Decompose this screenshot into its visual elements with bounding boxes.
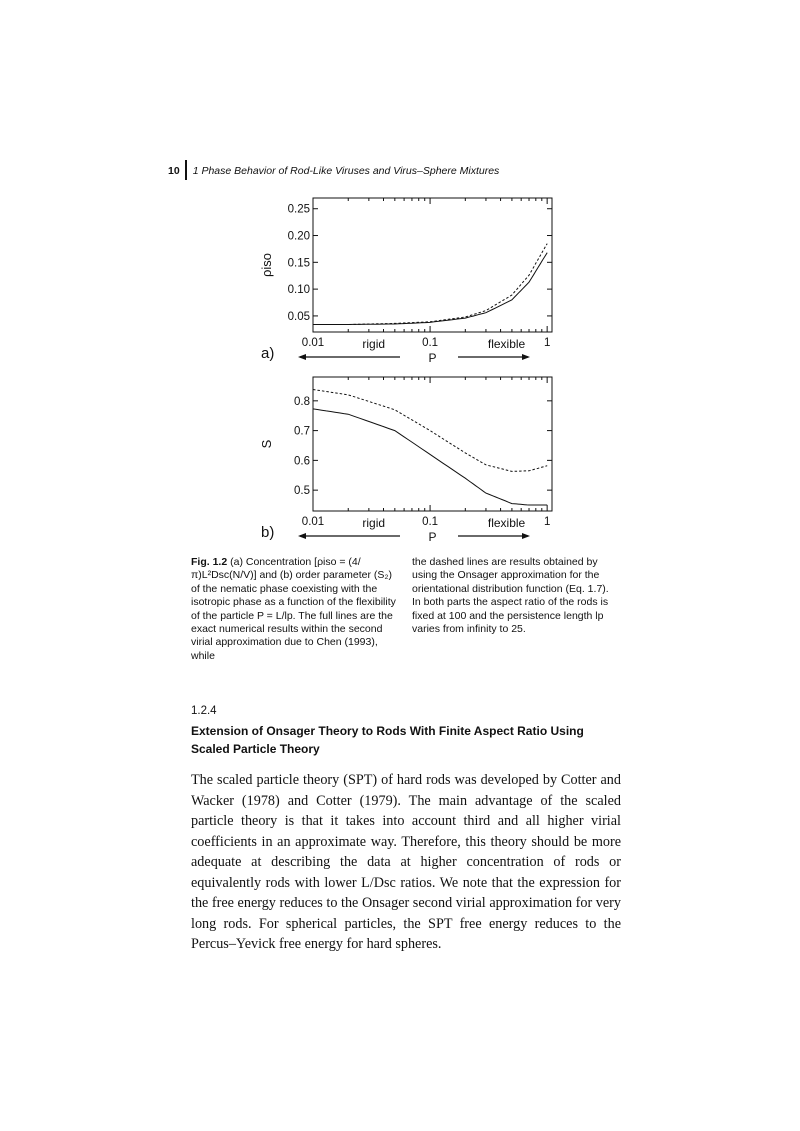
x-tick-label: 0.1 <box>422 516 439 528</box>
y-axis-label: S <box>259 439 274 449</box>
x-tick-label: 0.01 <box>301 516 325 528</box>
figure-panel-b <box>0 368 800 548</box>
panel-label: b) <box>261 524 275 541</box>
figure-caption-left <box>191 556 401 663</box>
body-paragraph: The scaled particle theory (SPT) of hard rods was developed by Cotter and Wacker (1978) and Cotter (1979). The main advantage of the scaled particle theory is that it takes into account third and all higher virial coefficients in an approximate way. Therefore, this theory should be more adequate at describing the data at higher concentration of rods or equivalently rods with lower L/Dsc ratios. We note that the expression for the free energy reduces to the Onsager second virial approximation for very long rods. For spherical particles, the SPT free energy reduces to the Percus–Yevick free energy for hard spheres. <box>191 772 621 952</box>
panel-label: a) <box>261 345 275 362</box>
plot-frame <box>313 377 552 511</box>
figure-panel-a <box>0 190 800 370</box>
x-tick-label: 1 <box>543 516 551 528</box>
y-axis-label: ρiso <box>259 252 274 278</box>
rigid-label: rigid <box>362 337 386 351</box>
y-tick-label: 0.8 <box>294 395 310 408</box>
y-tick-label: 0.05 <box>287 310 310 323</box>
page-number: 10 <box>168 165 180 177</box>
figure-caption-right <box>412 556 620 636</box>
y-tick-label: 0.15 <box>287 257 310 270</box>
rigid-arrow-head <box>298 354 306 360</box>
plot-frame <box>313 198 552 332</box>
dashed-series-line <box>313 244 547 325</box>
solid-series-line <box>313 409 547 505</box>
y-tick-label: 0.5 <box>294 485 310 498</box>
x-tick-label: 0.01 <box>301 337 325 349</box>
rigid-arrow-head <box>298 533 306 539</box>
x-tick-label: 0.1 <box>422 337 439 349</box>
y-tick-label: 0.10 <box>287 284 310 297</box>
solid-series-line <box>313 253 547 325</box>
dashed-series-line <box>313 390 547 472</box>
x-axis-label: P <box>428 351 437 365</box>
section-number: 1.2.4 <box>191 705 217 717</box>
caption-text-right: the dashed lines are results obtained by using the Onsager approximation for the orientational distribution function (Eq. 1.7). In both parts the aspect ratio of the rods is fixed at 100 and the persistence length lp varies from infinity to 25. <box>412 556 609 636</box>
x-axis-label: P <box>428 530 437 544</box>
caption-label: Fig. 1.2 <box>191 556 228 568</box>
y-tick-label: 0.6 <box>294 455 310 468</box>
x-tick-label: 1 <box>543 337 551 349</box>
flexible-label: flexible <box>487 337 526 351</box>
caption-text-left: (a) Concentration [ρiso = (4/π)L²Dsc(N/V)] and (b) order parameter (S₂) of the nematic phase coexisting with the isotropic phase as a function of the flexibility of the particle P = L/lp. The full lines are the exact numerical results within the second virial approximation due to Chen (1993), while <box>191 556 396 662</box>
flexible-arrow-head <box>522 354 530 360</box>
y-tick-label: 0.25 <box>287 203 310 216</box>
running-title: 1 Phase Behavior of Rod-Like Viruses and Virus–Sphere Mixtures <box>192 165 500 177</box>
y-tick-label: 0.20 <box>287 230 310 243</box>
flexible-arrow-head <box>522 533 530 539</box>
y-tick-label: 0.7 <box>294 425 310 438</box>
section-title: Extension of Onsager Theory to Rods With Finite Aspect Ratio Using Scaled Particle Theory <box>191 724 584 756</box>
running-head <box>168 160 499 180</box>
header-rule <box>185 160 187 180</box>
flexible-label: flexible <box>487 516 526 530</box>
rigid-label: rigid <box>362 516 386 530</box>
